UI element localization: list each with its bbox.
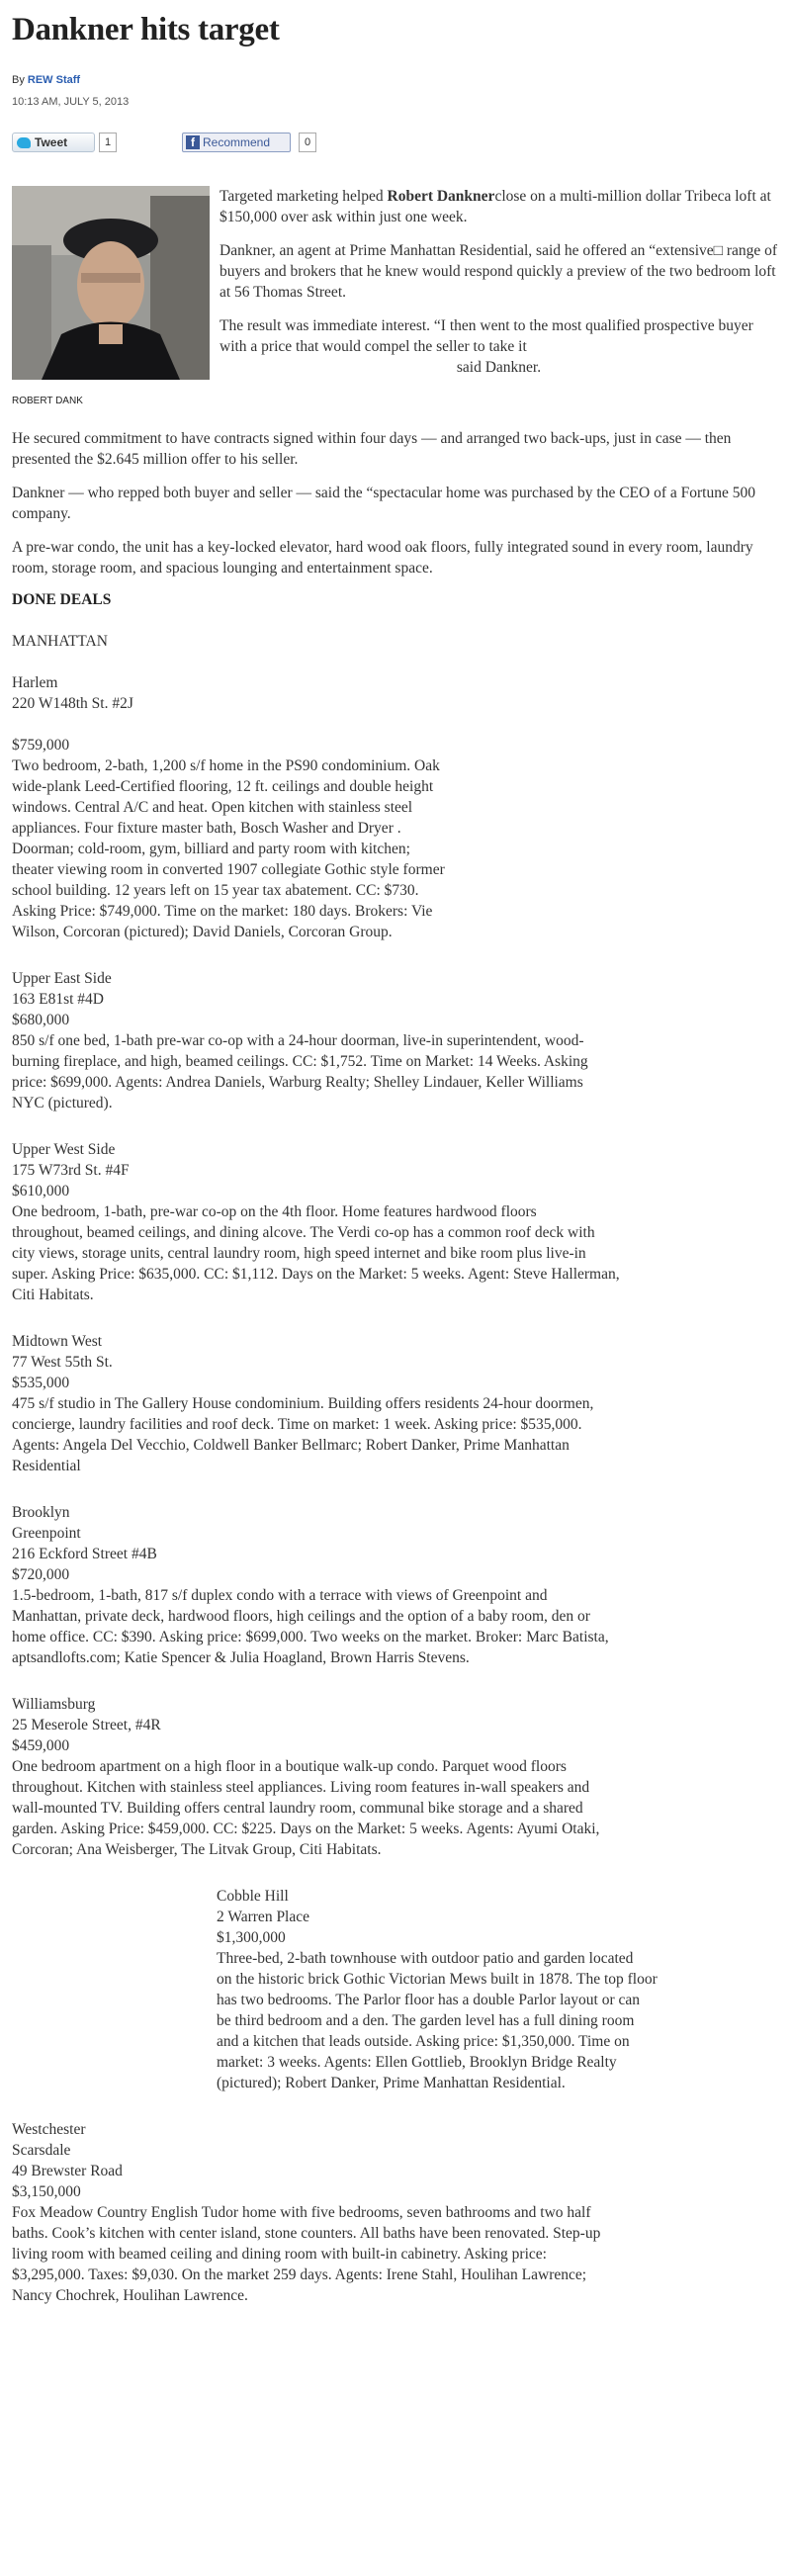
- listing-area: Greenpoint: [12, 1525, 81, 1542]
- listing-midtown-west: [12, 1331, 768, 1476]
- listing-desc-line: Agents: Angela Del Vecchio, Coldwell Banker Bellmarc; Robert Danker, Prime Manhattan: [12, 1437, 570, 1454]
- listing-cobble-hill: [217, 1886, 755, 2093]
- listing-desc-line: Asking Price: $749,000. Time on the market: 180 days. Brokers: Vie: [12, 903, 433, 920]
- listing-desc-line: Two bedroom, 2-bath, 1,200 s/f home in the PS90 condominium. Oak: [12, 757, 440, 774]
- tweet-button[interactable]: [12, 133, 95, 152]
- listing-desc-line: Nancy Chochrek, Houlihan Lawrence.: [12, 2287, 248, 2304]
- listing-address: 2 Warren Place: [217, 1909, 310, 1925]
- listing-desc-line: throughout. Kitchen with stainless steel appliances. Living room features in-wall speakers and: [12, 1779, 590, 1796]
- listing-address: 175 W73rd St. #4F: [12, 1162, 130, 1179]
- listing-desc-line: 1.5-bedroom, 1-bath, 817 s/f duplex condo with a terrace with views of Greenpoint and: [12, 1587, 548, 1604]
- listing-desc-line: appliances. Four fixture master bath, Bosch Washer and Dryer .: [12, 820, 401, 837]
- author-link[interactable]: REW Staff: [27, 74, 81, 86]
- listing-desc-line: One bedroom, 1-bath, pre-war co-op on the 4th floor. Home features hardwood floors: [12, 1203, 537, 1220]
- listing-greenpoint: [12, 1502, 768, 1668]
- recommend-label: Recommend: [203, 135, 271, 149]
- listing-upper-west-side: [12, 1139, 768, 1305]
- paragraph-4: He secured commitment to have contracts signed within four days — and arranged two back-ups, just in case — then presented the $2.645 million offer to his seller.: [12, 430, 732, 468]
- byline-prefix: By: [12, 74, 25, 86]
- listing-desc-line: $3,295,000. Taxes: $9,030. On the market 259 days. Agents: Irene Stahl, Houlihan Lawrence;: [12, 2266, 587, 2283]
- listing-desc-line: Wilson, Corcoran (pictured); David Daniels, Corcoran Group.: [12, 924, 393, 940]
- listing-price: $459,000: [12, 1737, 70, 1754]
- listing-desc-line: wide-plank Leed-Certified flooring, 12 ft. ceilings and double height: [12, 778, 434, 795]
- listing-desc-line: aptsandlofts.com; Katie Spencer & Julia Hoagland, Brown Harris Stevens.: [12, 1649, 470, 1666]
- article-title: Dankner hits target: [12, 12, 280, 47]
- listing-area: Scarsdale: [12, 2142, 71, 2159]
- listing-desc-line: Doorman; cold-room, gym, billiard and party room with kitchen;: [12, 841, 410, 857]
- listing-desc-line: concierge, laundry facilities and roof deck. Time on market: 1 week. Asking price: $535,000.: [12, 1416, 582, 1433]
- listing-desc-line: windows. Central A/C and heat. Open kitchen with stainless steel: [12, 799, 413, 816]
- paragraph-1: Targeted marketing helped Robert Danknerclose on a multi-million dollar Tribeca loft at $150,000 over ask within just one week.: [220, 188, 771, 225]
- agent-photo: [12, 186, 210, 380]
- listing-desc-line: home office. CC: $390. Asking price: $699,000. Two weeks on the market. Broker: Marc Batista,: [12, 1629, 609, 1645]
- listing-desc-line: theater viewing room in converted 1907 collegiate Gothic style former: [12, 861, 445, 878]
- listing-price: $535,000: [12, 1375, 70, 1391]
- tweet-count: 1: [99, 133, 117, 152]
- agent-photo-illustration: [12, 186, 210, 380]
- listing-williamsburg: [12, 1694, 768, 1860]
- listing-address: 49 Brewster Road: [12, 2163, 123, 2179]
- paragraph-3: The result was immediate interest. “I then went to the most qualified prospective buyer with a price that would compel the seller to take it said Dankner.: [220, 317, 753, 376]
- recommend-button[interactable]: [182, 133, 291, 152]
- listing-desc-line: city views, storage units, central laundry room, high speed internet and bike room plus live-in: [12, 1245, 586, 1262]
- listing-desc-line: wall-mounted TV. Building offers central laundry room, communal bike storage and a shared: [12, 1800, 583, 1817]
- listing-desc-line: 850 s/f one bed, 1-bath pre-war co-op with a 24-hour doorman, live-in superintendent, wood-: [12, 1032, 584, 1049]
- listing-desc-line: Citi Habitats.: [12, 1287, 94, 1303]
- listing-desc-line: (pictured); Robert Danker, Prime Manhattan Residential.: [217, 2075, 566, 2091]
- listing-desc-line: living room with beamed ceiling and dining room with built-in cabinetry. Asking price:: [12, 2246, 547, 2263]
- listing-area: Upper East Side: [12, 970, 112, 987]
- lead-section: [12, 186, 779, 428]
- region-manhattan: MANHATTAN: [12, 633, 108, 650]
- listing-harlem: [12, 672, 561, 942]
- region-westchester: Westchester: [12, 2121, 86, 2138]
- listing-area: Harlem: [12, 674, 58, 691]
- tweet-label: Tweet: [35, 135, 68, 149]
- paragraph-2: Dankner, an agent at Prime Manhattan Residential, said he offered an “extensive□ range of buyers and brokers that he knew would respond quickly a preview of the two bedroom loft at 56 Thomas Street.: [220, 242, 778, 301]
- paragraph-5: Dankner — who repped both buyer and seller — said the “spectacular home was purchased by the CEO of a Fortune 500 company.: [12, 485, 755, 522]
- listing-address: 77 West 55th St.: [12, 1354, 113, 1371]
- byline: [12, 74, 779, 86]
- listing-desc-line: Fox Meadow Country English Tudor home with five bedrooms, seven bathrooms and two half: [12, 2204, 591, 2221]
- listing-address: 163 E81st #4D: [12, 991, 104, 1008]
- listing-price: $680,000: [12, 1012, 70, 1028]
- listing-desc-line: garden. Asking Price: $459,000. CC: $225. Days on the Market: 5 weeks. Agents: Ayumi Otaki,: [12, 1821, 600, 1837]
- lead-text: [220, 186, 778, 391]
- article-body: [12, 428, 768, 2306]
- listing-desc-line: super. Asking Price: $635,000. CC: $1,112. Days on the Market: 5 weeks. Agent: Steve Hallerman,: [12, 1266, 620, 1283]
- dateline: 10:13 AM, JULY 5, 2013: [12, 96, 130, 108]
- listing-price: $3,150,000: [12, 2183, 81, 2200]
- listing-desc-line: NYC (pictured).: [12, 1095, 113, 1111]
- listing-desc-line: and a kitchen that leads outside. Asking price: $1,350,000. Time on: [217, 2033, 630, 2050]
- listing-price: $1,300,000: [217, 1929, 286, 1946]
- listing-desc-line: Corcoran; Ana Weisberger, The Litvak Group, Citi Habitats.: [12, 1841, 382, 1858]
- listing-price: $610,000: [12, 1183, 70, 1199]
- listing-desc-line: be third bedroom and a den. The garden level has a full dining room: [217, 2012, 635, 2029]
- listing-desc-line: Three-bed, 2-bath townhouse with outdoor patio and garden located: [217, 1950, 634, 1967]
- listing-address: 220 W148th St. #2J: [12, 695, 133, 712]
- twitter-bird-icon: [17, 137, 31, 148]
- agent-name: Robert Dankner: [387, 188, 495, 205]
- listing-desc-line: Residential: [12, 1458, 81, 1474]
- photo-caption: ROBERT DANK: [12, 396, 83, 406]
- listing-desc-line: baths. Cook’s kitchen with center island, stone counters. All baths have been renovated. Step-up: [12, 2225, 601, 2242]
- listing-area: Williamsburg: [12, 1696, 96, 1713]
- listing-desc-line: has two bedrooms. The Parlor floor has a double Parlor layout or can: [217, 1992, 641, 2008]
- region-brooklyn: Brooklyn: [12, 1504, 70, 1521]
- listing-scarsdale: [12, 2119, 768, 2306]
- listing-desc-line: burning fireplace, and high, beamed ceilings. CC: $1,752. Time on Market: 14 Weeks. Asking: [12, 1053, 588, 1070]
- listing-address: 216 Eckford Street #4B: [12, 1546, 157, 1562]
- listing-price: $759,000: [12, 737, 70, 754]
- listing-desc-line: price: $699,000. Agents: Andrea Daniels, Warburg Realty; Shelley Lindauer, Keller Williams: [12, 1074, 583, 1091]
- facebook-icon: f: [186, 135, 200, 149]
- listing-desc-line: 475 s/f studio in The Gallery House condominium. Building offers residents 24-hour doormen,: [12, 1395, 594, 1412]
- listing-desc-line: school building. 12 years left on 15 year tax abatement. CC: $730.: [12, 882, 419, 899]
- listing-price: $720,000: [12, 1566, 70, 1583]
- listing-desc-line: throughout, beamed ceilings, and dining alcove. The Verdi co-op has a common roof deck with: [12, 1224, 595, 1241]
- listing-area: Upper West Side: [12, 1141, 116, 1158]
- listing-desc-line: market: 3 weeks. Agents: Ellen Gottlieb, Brooklyn Bridge Realty: [217, 2054, 617, 2071]
- done-deals-heading: DONE DEALS: [12, 591, 112, 608]
- paragraph-6: A pre-war condo, the unit has a key-locked elevator, hard wood oak floors, fully integrated sound in every room, laundry room, storage room, and spacious lounging and entertainment space.: [12, 539, 753, 577]
- recommend-count: 0: [299, 133, 316, 152]
- listing-area: Cobble Hill: [217, 1888, 289, 1905]
- listing-area: Midtown West: [12, 1333, 103, 1350]
- listing-desc-line: Manhattan, private deck, hardwood floors, high ceilings and the option of a baby room, den or: [12, 1608, 590, 1625]
- social-bar: [12, 133, 779, 156]
- listing-desc-line: One bedroom apartment on a high floor in a boutique walk-up condo. Parquet wood floors: [12, 1758, 567, 1775]
- listing-address: 25 Meserole Street, #4R: [12, 1717, 161, 1733]
- listing-upper-east-side: [12, 968, 768, 1113]
- listing-desc-line: on the historic brick Gothic Victorian Mews built in 1878. The top floor: [217, 1971, 658, 1988]
- author-photo-block: [12, 186, 210, 406]
